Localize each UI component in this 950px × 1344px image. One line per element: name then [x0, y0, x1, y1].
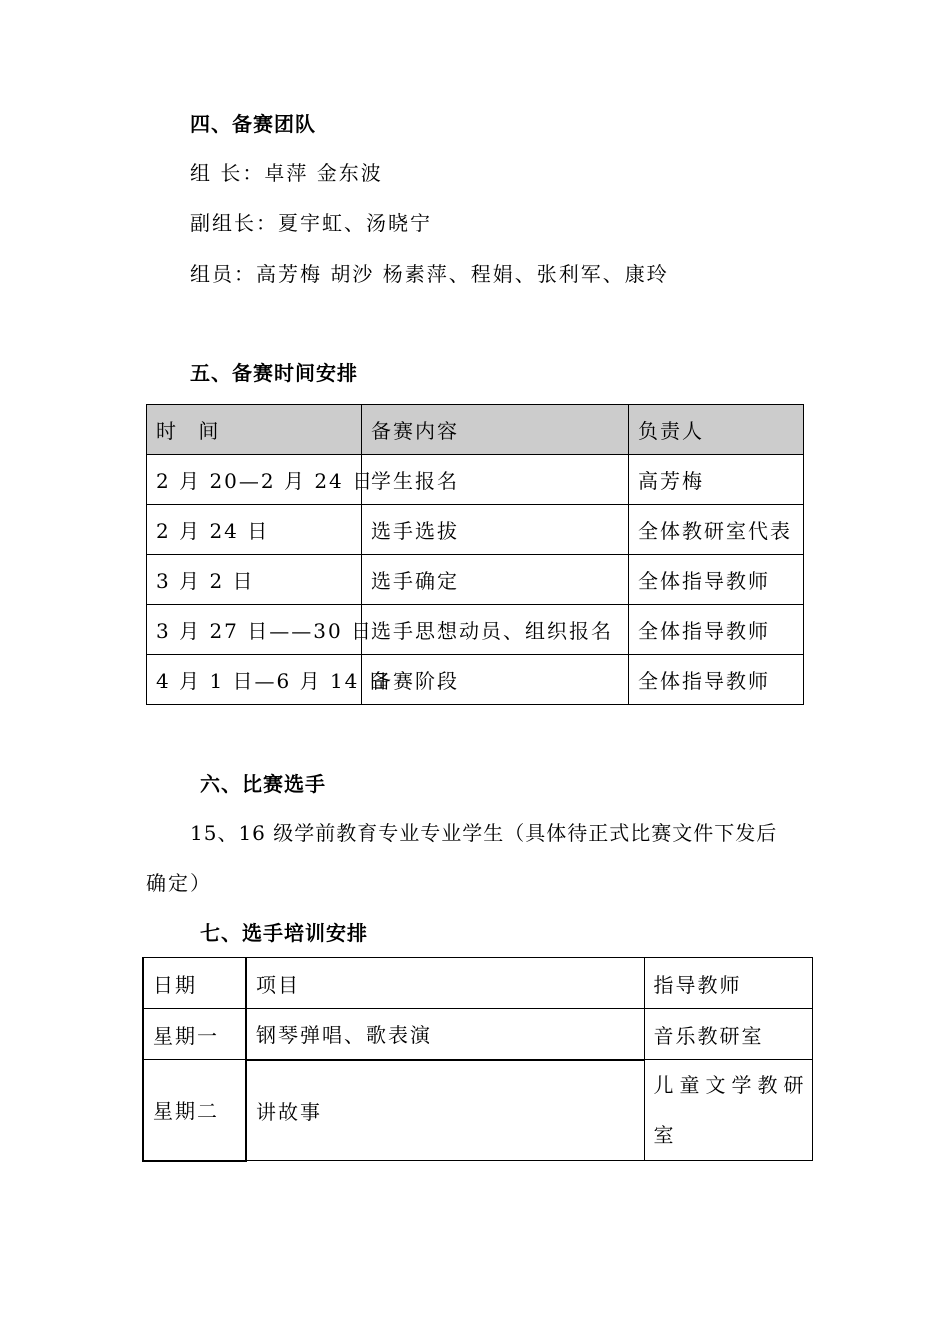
training-item: 钢琴弹唱、歌表演 — [246, 1009, 644, 1060]
table-row — [143, 1009, 812, 1060]
training-header-teacher: 指导教师 — [644, 958, 812, 1009]
schedule-table — [146, 404, 804, 705]
schedule-owner: 全体指导教师 — [629, 605, 804, 655]
schedule-time: 4 月 1 日—6 月 14 日 — [147, 655, 362, 705]
schedule-header-row — [147, 405, 804, 455]
training-teacher: 儿童文学教研室 — [644, 1060, 812, 1161]
training-header-item: 项目 — [246, 958, 644, 1009]
table-row — [147, 505, 804, 555]
training-date: 星期二 — [143, 1060, 246, 1161]
schedule-owner: 全体教研室代表 — [629, 505, 804, 555]
table-row — [147, 655, 804, 705]
schedule-content: 选手确定 — [362, 555, 629, 605]
schedule-time: 3 月 2 日 — [147, 555, 362, 605]
section6-heading: 六、比赛选手 — [200, 772, 326, 796]
table-row — [147, 555, 804, 605]
schedule-content: 选手思想动员、组织报名 — [362, 605, 629, 655]
schedule-time: 2 月 20—2 月 24 日 — [147, 455, 362, 505]
schedule-time: 2 月 24 日 — [147, 505, 362, 555]
schedule-header-time: 时 间 — [147, 405, 362, 455]
contestants-line2: 确定） — [146, 871, 212, 895]
schedule-content: 学生报名 — [362, 455, 629, 505]
training-header-row — [143, 958, 812, 1009]
table-row — [143, 1060, 812, 1161]
schedule-content: 选手选拔 — [362, 505, 629, 555]
schedule-content: 备赛阶段 — [362, 655, 629, 705]
team-leader: 组 长：卓萍 金东波 — [190, 161, 383, 185]
training-teacher: 音乐教研室 — [644, 1009, 812, 1060]
table-row — [147, 605, 804, 655]
schedule-time: 3 月 27 日——30 日 — [147, 605, 362, 655]
schedule-owner: 全体指导教师 — [629, 655, 804, 705]
section7-heading: 七、选手培训安排 — [200, 921, 368, 945]
team-members: 组员：高芳梅 胡沙 杨素萍、程娟、张利军、康玲 — [190, 262, 669, 286]
section5-heading: 五、备赛时间安排 — [190, 361, 358, 385]
training-item: 讲故事 — [246, 1060, 644, 1161]
training-date: 星期一 — [143, 1009, 246, 1060]
schedule-owner: 全体指导教师 — [629, 555, 804, 605]
team-deputy: 副组长：夏宇虹、汤晓宁 — [190, 211, 432, 235]
training-table — [142, 957, 813, 1162]
training-header-date: 日期 — [143, 958, 246, 1009]
schedule-header-content: 备赛内容 — [362, 405, 629, 455]
schedule-owner: 高芳梅 — [629, 455, 804, 505]
section4-heading: 四、备赛团队 — [190, 112, 316, 136]
table-row — [147, 455, 804, 505]
schedule-header-owner: 负责人 — [629, 405, 804, 455]
contestants-line1: 15、16 级学前教育专业专业学生（具体待正式比赛文件下发后 — [190, 821, 778, 845]
